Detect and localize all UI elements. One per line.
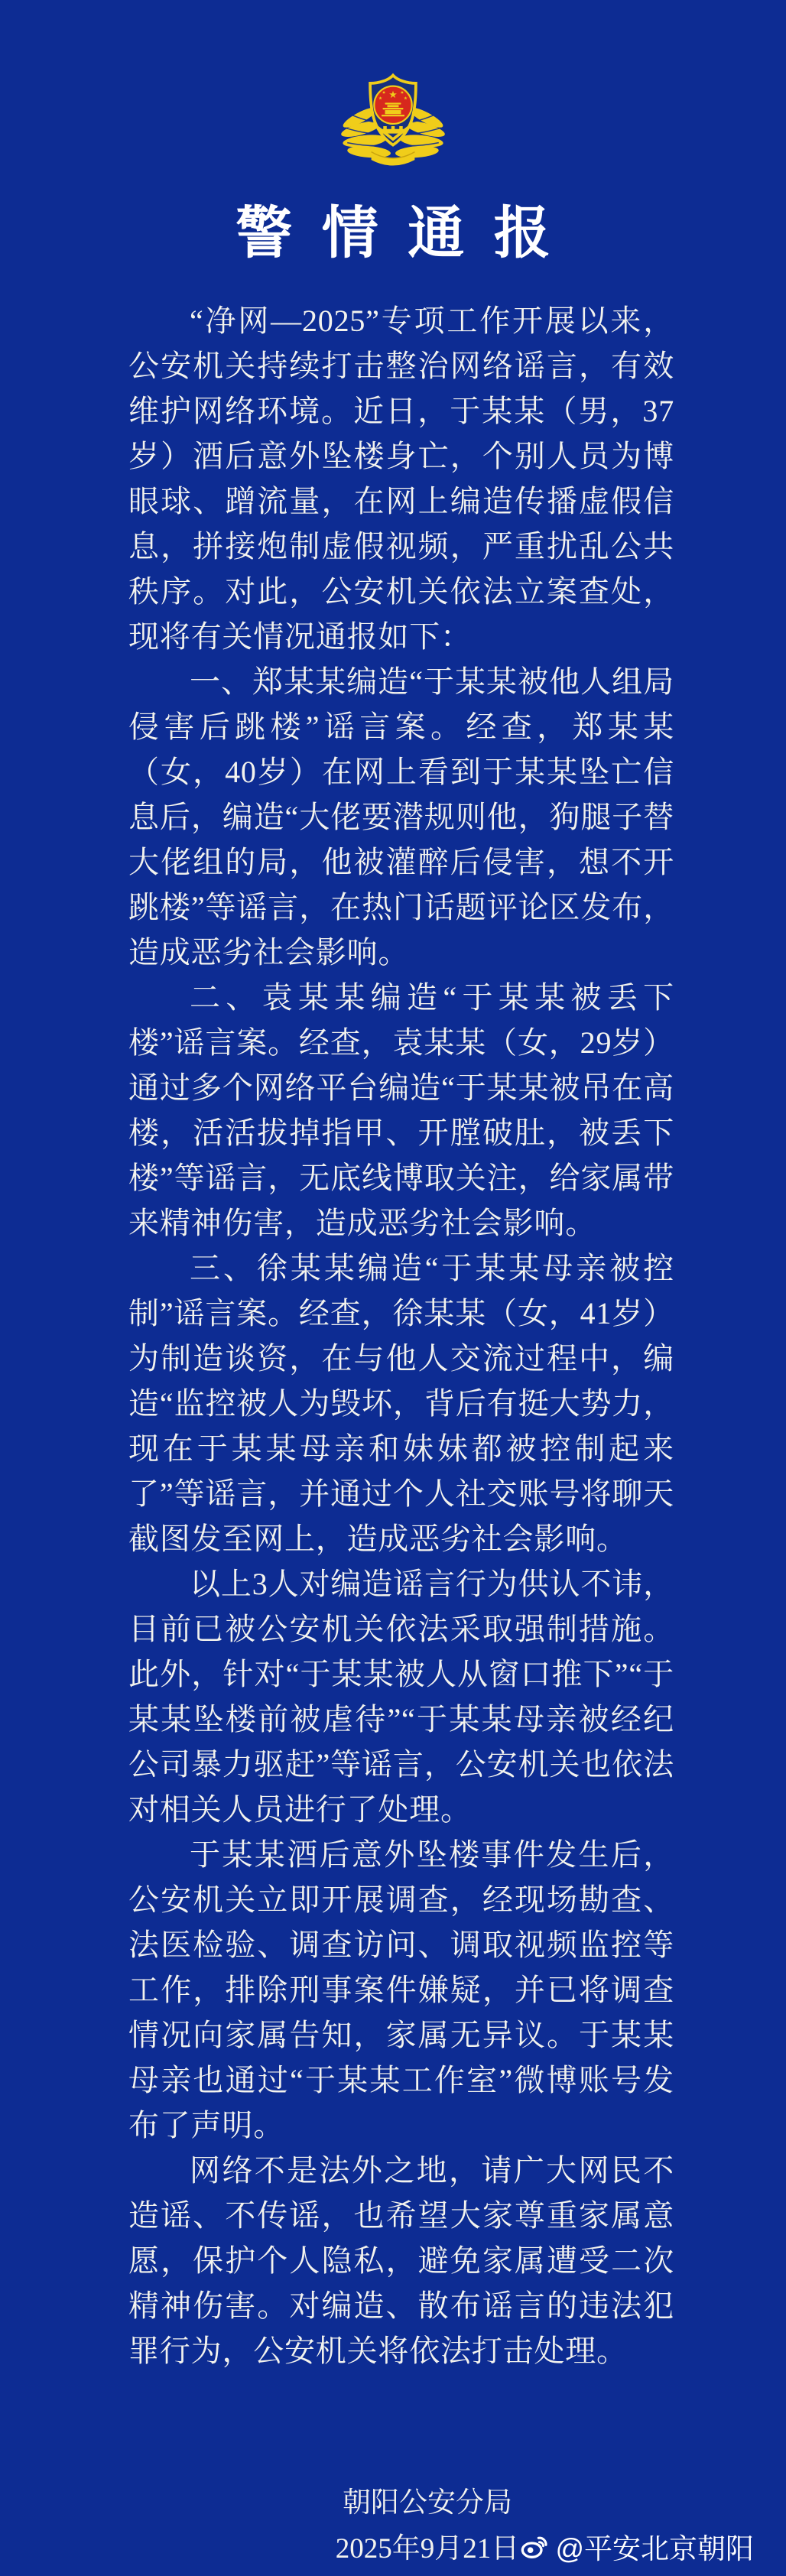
weibo-icon	[519, 2531, 550, 2561]
watermark-handle: @平安北京朝阳	[555, 2533, 754, 2565]
police-notice-poster	[26, 66, 760, 2576]
weibo-watermark	[519, 2526, 754, 2567]
paragraph: 二、袁某某编造“于某某被丢下楼”谣言案。经查，袁某某（女，29岁）通过多个网络平台编造“于某某被吊在高楼，活活拔掉指甲、开膛破肚，被丢下楼”等谣言，无底线博取关注，给家属带来精神伤害，造成恶劣社会影响。	[128, 980, 674, 1240]
police-emblem-graphic	[336, 65, 450, 174]
issuer: 朝阳公安分局	[343, 2487, 512, 2519]
paragraph: 以上3人对编造谣言行为供认不讳，目前已被公安机关依法采取强制措施。此外，针对“于某某被人从窗口推下”“于某某坠楼前被虐待”“于某某母亲被经纪公司暴力驱赶”等谣言，公安机关也依法对相关人员进行了处理。	[128, 1567, 674, 1827]
paragraph: “净网—2025”专项工作开展以来，公安机关持续打击整治网络谣言，有效维护网络环境。近日，于某某（男，37岁）酒后意外坠楼身亡，个别人员为博眼球、蹭流量，在网上编造传播虚假信息，拼接炮制虚假视频，严重扰乱公共秩序。对此，公安机关依法立案查处，现将有关情况通报如下：	[128, 304, 674, 654]
paragraph: 网络不是法外之地，请广大网民不造谣、不传谣，也希望大家尊重家属意愿，保护个人隐私，避免家属遭受二次精神伤害。对编造、散布谣言的违法犯罪行为，公安机关将依法打击处理。	[128, 2153, 674, 2368]
issue-date: 2025年9月21日	[335, 2533, 520, 2565]
paragraph: 于某某酒后意外坠楼事件发生后，公安机关立即开展调查，经现场勘查、法医检验、调查访问、调取视频监控等工作，排除刑事案件嫌疑，并已将调查情况向家属告知，家属无异议。于某某母亲也通过“于某某工作室”微博账号发布了声明。	[128, 1837, 674, 2142]
police-emblem	[336, 66, 450, 173]
paragraph: 三、徐某某编造“于某某母亲被控制”谣言案。经查，徐某某（女，41岁）为制造谈资，在与他人交流过程中，编造“监控被人为毁坏，背后有挺大势力，现在于某某母亲和妹妹都被控制起来了”等谣言，并通过个人社交账号将聊天截图发至网上，造成恶劣社会影响。	[128, 1251, 674, 1556]
notice-title: 警情通报	[235, 203, 580, 265]
paragraph: 一、郑某某编造“于某某被他人组局侵害后跳楼”谣言案。经查，郑某某（女，40岁）在网上看到于某某坠亡信息后，编造“大佬要潜规则他，狗腿子替大佬组的局，他被灌醉后侵害，想不开跳楼”等谣言，在热门话题评论区发布，造成恶劣社会影响。	[128, 664, 674, 970]
notice-body	[128, 298, 674, 2373]
